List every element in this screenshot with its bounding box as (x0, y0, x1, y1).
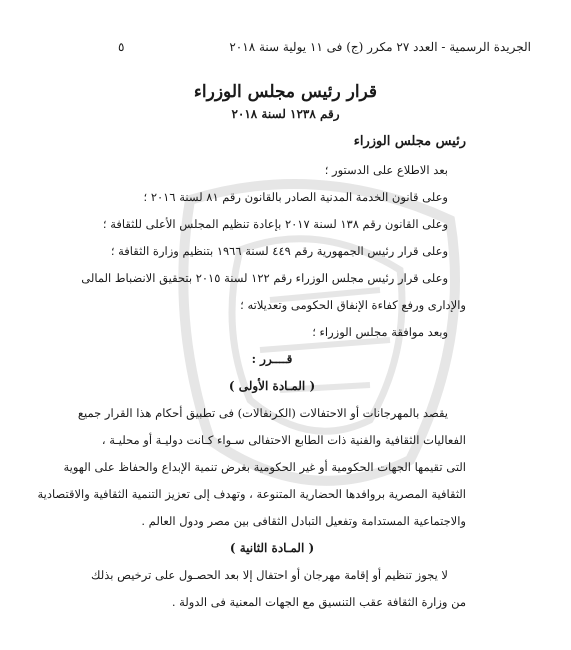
article-1-line: يقصد بالمهرجانات أو الاحتفالات (الكرنفالات) فى تطبيق أحكام هذا القرار جميع (77, 406, 448, 420)
page-number: ٥ (118, 40, 125, 54)
article-1-line: الثقافية المصرية بروافدها الحضارية المتنوعة ، وتهدف إلى تعزيز التنمية الثقافية والاقتصادية (37, 487, 466, 501)
article-1-line: الفعاليات الثقافية والفنية ذات الطابع الاحتفالى سـواء كـانت دوليـة أو محليـة ، (101, 433, 466, 447)
article-2-line: من وزارة الثقافة عقب التنسيق مع الجهات المعنية فى الدولة . (171, 595, 466, 609)
issuing-authority: رئيس مجلس الوزراء (353, 134, 466, 149)
preamble (37, 128, 466, 616)
article-2-line: لا يجوز تنظيم أو إقامة مهرجان أو احتفال إلا بعد الحصـول على ترخيص بذلك (91, 568, 448, 582)
preamble-item: وعلى قرار رئيس مجلس الوزراء رقم ١٢٢ لسنة ٢٠١٥ بتحقيق الانضباط المالى (81, 271, 448, 285)
article-2-heading: ( المـادة الثانية ) (229, 541, 315, 555)
article-1-line: والاجتماعية المستدامة وتفعيل التبادل الثقافى بين مصر ودول العالم . (141, 514, 466, 528)
decree-number: رقم ١٢٣٨ لسنة ٢٠١٨ (231, 107, 340, 121)
preamble-item: وعلى القانون رقم ١٣٨ لسنة ٢٠١٧ بإعادة تنظيم المجلس الأعلى للثقافة ؛ (102, 217, 448, 231)
decides-heading: قــــرر : (251, 352, 293, 366)
running-header: الجريدة الرسمية - العدد ٢٧ مكرر (ج) فى ١١ يولية سنة ٢٠١٨ (229, 40, 531, 54)
decree-title: قرار رئيس مجلس الوزراء (193, 82, 378, 102)
preamble-item: وعلى قرار رئيس الجمهورية رقم ٤٤٩ لسنة ١٩٦٦ بتنظيم وزارة الثقافة ؛ (110, 244, 448, 258)
preamble-item: وبعد موافقة مجلس الوزراء ؛ (312, 325, 448, 339)
preamble-item: وعلى قانون الخدمة المدنية الصادر بالقانون رقم ٨١ لسنة ٢٠١٦ ؛ (143, 190, 448, 204)
article-1-line: التى تقيمها الجهات الحكومية أو غير الحكومية بغرض تنمية الإبداع والحفاظ على الهوية (63, 460, 466, 474)
article-1-heading: ( المـادة الأولى ) (228, 379, 316, 393)
preamble-item: والإدارى ورفع كفاءة الإنفاق الحكومى وتعديلاته ؛ (240, 298, 466, 312)
preamble-item: بعد الاطلاع على الدستور ؛ (324, 163, 448, 177)
